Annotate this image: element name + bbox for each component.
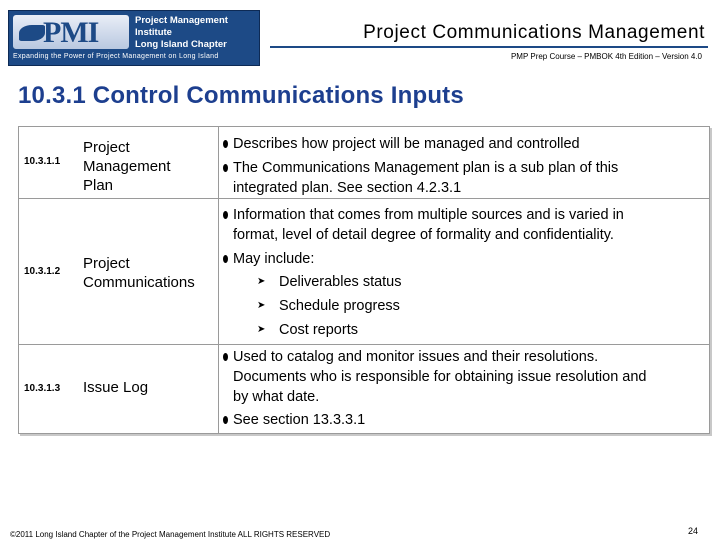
pmi-logo-mark xyxy=(13,15,129,49)
bullet-text: Documents who is responsible for obtaining issue resolution and xyxy=(233,369,647,385)
row-number: 10.3.1.1 xyxy=(24,156,61,167)
bullet-text: Used to catalog and monitor issues and their resolutions. xyxy=(233,349,599,365)
logo-chapter-name xyxy=(135,15,255,51)
table-row xyxy=(19,345,709,433)
course-subtitle: PMP Prep Course – PMBOK 4th Edition – Version 4.0 xyxy=(510,52,702,61)
table-row xyxy=(19,199,709,345)
bullet-text: Information that comes from multiple sources and is varied in xyxy=(233,207,624,223)
bullet-text: by what date. xyxy=(233,389,320,405)
row-number: 10.3.1.3 xyxy=(24,383,61,394)
row-name-line: Project xyxy=(83,139,130,156)
copyright-footer: ©2011 Long Island Chapter of the Project Management Institute ALL RIGHTS RESERVED xyxy=(10,530,331,539)
pmi-logo xyxy=(8,10,260,66)
bullet-text: The Communications Management plan is a sub plan of this xyxy=(233,160,619,176)
row-description-cell xyxy=(219,199,709,344)
bullet-icon xyxy=(223,140,228,148)
row-name xyxy=(83,378,148,397)
sub-bullet-text: Schedule progress xyxy=(279,298,400,314)
deck-title: Project Communications Management xyxy=(363,22,705,43)
bullet-text: May include: xyxy=(233,251,315,267)
bullet-text: See section 13.3.3.1 xyxy=(233,412,366,428)
chevron-right-icon: ➤ xyxy=(257,276,266,287)
row-name xyxy=(83,254,195,292)
row-name-line: Plan xyxy=(83,177,114,194)
logo-tagline: Expanding the Power of Project Management on Long Island xyxy=(13,53,219,60)
logo-chapter-line1: Project Management Institute xyxy=(135,15,228,38)
slide-title: 10.3.1 Control Communications Inputs xyxy=(18,82,464,109)
row-name-line: Management xyxy=(83,158,171,175)
bullet-text: format, level of detail degree of formality and confidentiality. xyxy=(233,227,614,243)
logo-wordmark: PMI xyxy=(43,16,99,49)
chevron-right-icon: ➤ xyxy=(257,300,266,311)
inputs-table xyxy=(18,126,710,434)
sub-bullet-text: Deliverables status xyxy=(279,274,402,290)
bullet-icon xyxy=(223,164,228,172)
row-name-line: Communications xyxy=(83,274,195,291)
bullet-icon xyxy=(223,416,228,424)
bullet-icon xyxy=(223,211,228,219)
bullet-text: Describes how project will be managed and controlled xyxy=(233,136,580,152)
logo-emblem-icon xyxy=(19,25,45,41)
row-number: 10.3.1.2 xyxy=(24,266,61,277)
header-divider xyxy=(270,46,708,48)
table-row xyxy=(19,127,709,199)
logo-chapter-line2: Long Island Chapter xyxy=(135,39,227,50)
sub-bullet-text: Cost reports xyxy=(279,322,358,338)
row-name-line: Project xyxy=(83,255,130,272)
row-label-cell xyxy=(19,345,219,433)
row-name xyxy=(83,138,171,195)
row-label-cell xyxy=(19,199,219,344)
bullet-text: integrated plan. See section 4.2.3.1 xyxy=(233,180,462,196)
bullet-icon xyxy=(223,255,228,263)
row-description-cell xyxy=(219,345,709,433)
page-number: 24 xyxy=(688,526,699,536)
bullet-icon xyxy=(223,353,228,361)
row-label-cell xyxy=(19,127,219,198)
row-name-line: Issue Log xyxy=(83,379,149,396)
row-description-cell xyxy=(219,127,709,198)
chevron-right-icon: ➤ xyxy=(257,324,266,335)
